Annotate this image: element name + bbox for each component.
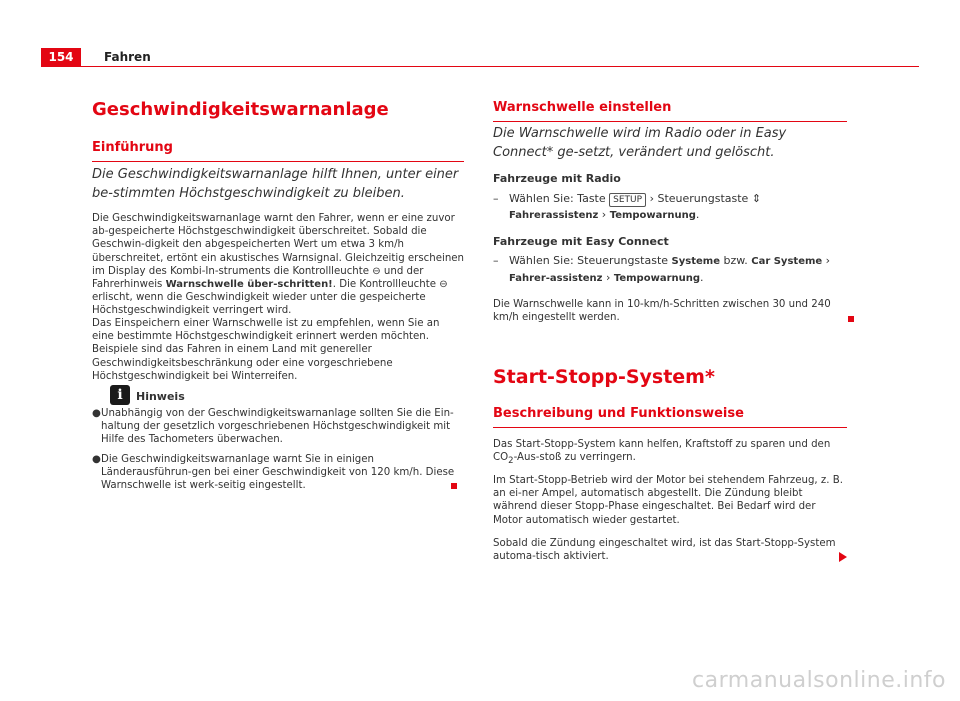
note-item-text: Unabhängig von der Geschwindigkeitswarnanlage sollten Sie die Ein-haltung der gesetzlich vorgeschriebenen Höchstgeschwindigkeit mit Hilfe des Tachometers überwachen. bbox=[101, 408, 454, 446]
note-title: Hinweis bbox=[136, 390, 185, 403]
header-rule bbox=[81, 66, 919, 67]
radio-step-c: › bbox=[601, 208, 607, 221]
note-item-text: Die Geschwindigkeitswarnanlage warnt Sie in einigen Länderausführun-gen bei einer Geschwindigkeit von 120 km/h. Diese Warnschwelle ist werk-seitig eingestellt. bbox=[101, 454, 455, 492]
s1-subscript: 2 bbox=[508, 456, 514, 467]
dash-icon: – bbox=[493, 192, 499, 205]
section-end-icon bbox=[848, 316, 854, 322]
ec-step bbox=[493, 253, 847, 287]
ec-heading: Fahrzeuge mit Easy Connect bbox=[493, 235, 669, 248]
right-section-heading: Warnschwelle einstellen bbox=[493, 100, 847, 122]
continue-arrow-icon bbox=[839, 552, 847, 562]
radio-step-end: . bbox=[695, 208, 700, 221]
ec-bold-4: Tempowarnung bbox=[613, 273, 701, 284]
ec-bold-2: Car Systeme bbox=[751, 256, 823, 267]
p1-text-d: erlischt, wenn die Geschwindigkeit wieder unter die gespeicherte Höchstgeschwindigkeit verringert wird. bbox=[92, 292, 426, 317]
left-intro: Die Geschwindigkeitswarnanlage hilft Ihnen, unter einer be-stimmten Höchstgeschwindigkeit zu bleiben. bbox=[92, 167, 459, 201]
bullet-icon: ● bbox=[92, 454, 101, 465]
ec-step-a: Wählen Sie: Steuerungstaste bbox=[509, 254, 669, 267]
ec-step-end: . bbox=[700, 271, 704, 284]
s1-text-b: -Aus-stoß zu verringern. bbox=[513, 452, 636, 464]
left-paragraph-2: Das Einspeichern einer Warnschwelle ist zu empfehlen, wenn Sie an eine bestimmte Höchstgeschwindigkeit erinnert werden möchten. Beispiele sind das Fahren in einem Land mit genereller Geschwindigkeitsbeschränkung oder eine vorgeschriebene Höchstgeschwindigkeit bei Winterreifen. bbox=[92, 318, 440, 382]
bullet-icon: ● bbox=[92, 408, 101, 419]
p1-bold: Warnschwelle über-schritten! bbox=[165, 279, 333, 291]
radio-step-b: › Steuerungstaste bbox=[649, 192, 749, 205]
speed-warning-icon: ⊖ bbox=[439, 279, 448, 291]
radio-step-a: Wählen Sie: Taste bbox=[509, 192, 606, 205]
page-number: 154 bbox=[41, 48, 81, 67]
p1-text-b: und der Fahrerhinweis bbox=[92, 265, 424, 291]
speed-warning-icon: ⊖ bbox=[372, 265, 381, 277]
left-section-heading: Einführung bbox=[92, 140, 464, 162]
ec-bold-3: Fahrer-assistenz bbox=[509, 273, 603, 284]
ec-step-c: › bbox=[825, 254, 831, 267]
chapter-title: Fahren bbox=[104, 50, 151, 64]
ec-bold-1: Systeme bbox=[671, 256, 720, 267]
info-icon: i bbox=[110, 385, 130, 405]
right-intro: Die Warnschwelle wird im Radio oder in Easy Connect* ge-setzt, verändert und gelöscht. bbox=[493, 126, 787, 160]
updown-arrow-icon: ⇕ bbox=[751, 192, 762, 205]
start-stopp-paragraph-1 bbox=[493, 438, 847, 468]
s1-text-a: Das Start-Stopp-System kann helfen, Kraftstoff zu sparen und den CO bbox=[493, 439, 831, 464]
radio-heading: Fahrzeuge mit Radio bbox=[493, 172, 621, 185]
start-stopp-title: Start-Stopp-System* bbox=[493, 366, 715, 388]
range-paragraph: Die Warnschwelle kann in 10-km/h-Schritten zwischen 30 und 240 km/h eingestellt werden. bbox=[493, 299, 831, 324]
radio-bold-2: Tempowarnung bbox=[609, 210, 696, 221]
p1-text-c: . Die Kontrollleuchte bbox=[332, 279, 436, 291]
setup-key: SETUP bbox=[609, 193, 646, 207]
left-paragraph-1 bbox=[92, 212, 464, 318]
dash-icon: – bbox=[493, 254, 499, 267]
start-stopp-section: Beschreibung und Funktionsweise bbox=[493, 406, 847, 428]
ec-step-b: bzw. bbox=[723, 254, 748, 267]
radio-bold-1: Fahrerassistenz bbox=[509, 210, 599, 221]
start-stopp-paragraph-3: Sobald die Zündung eingeschaltet wird, ist das Start-Stopp-System automa-tisch aktiviert. bbox=[493, 538, 836, 563]
note-item bbox=[92, 453, 464, 493]
start-stopp-paragraph-2: Im Start-Stopp-Betrieb wird der Motor bei stehendem Fahrzeug, z. B. an ei-ner Ampel, automatisch abgestellt. Die Zündung bleibt während dieser Stopp-Phase eingeschaltet. Bei Bedarf wird der Motor automatisch wieder gestartet. bbox=[493, 475, 843, 526]
ec-step-d: › bbox=[605, 271, 611, 284]
left-title: Geschwindigkeitswarnanlage bbox=[92, 99, 389, 120]
note-item bbox=[92, 407, 464, 447]
p1-text-a: Die Geschwindigkeitswarnanlage warnt den Fahrer, wenn er eine zuvor ab-gespeicherte Höchstgeschwindigkeit überschreitet. Sobald die Geschwin-digkeit den abgespeicherten Wert um etwa 3 km/h überschreitet, ertönt ein akustisches Warnsignal. Gleichzeitig erscheinen im Display des Kombi-In-struments die Kontrollleuchte bbox=[92, 213, 465, 277]
radio-step bbox=[493, 191, 847, 224]
section-end-icon bbox=[451, 483, 457, 489]
watermark: carmanualsonline.info bbox=[692, 668, 946, 693]
